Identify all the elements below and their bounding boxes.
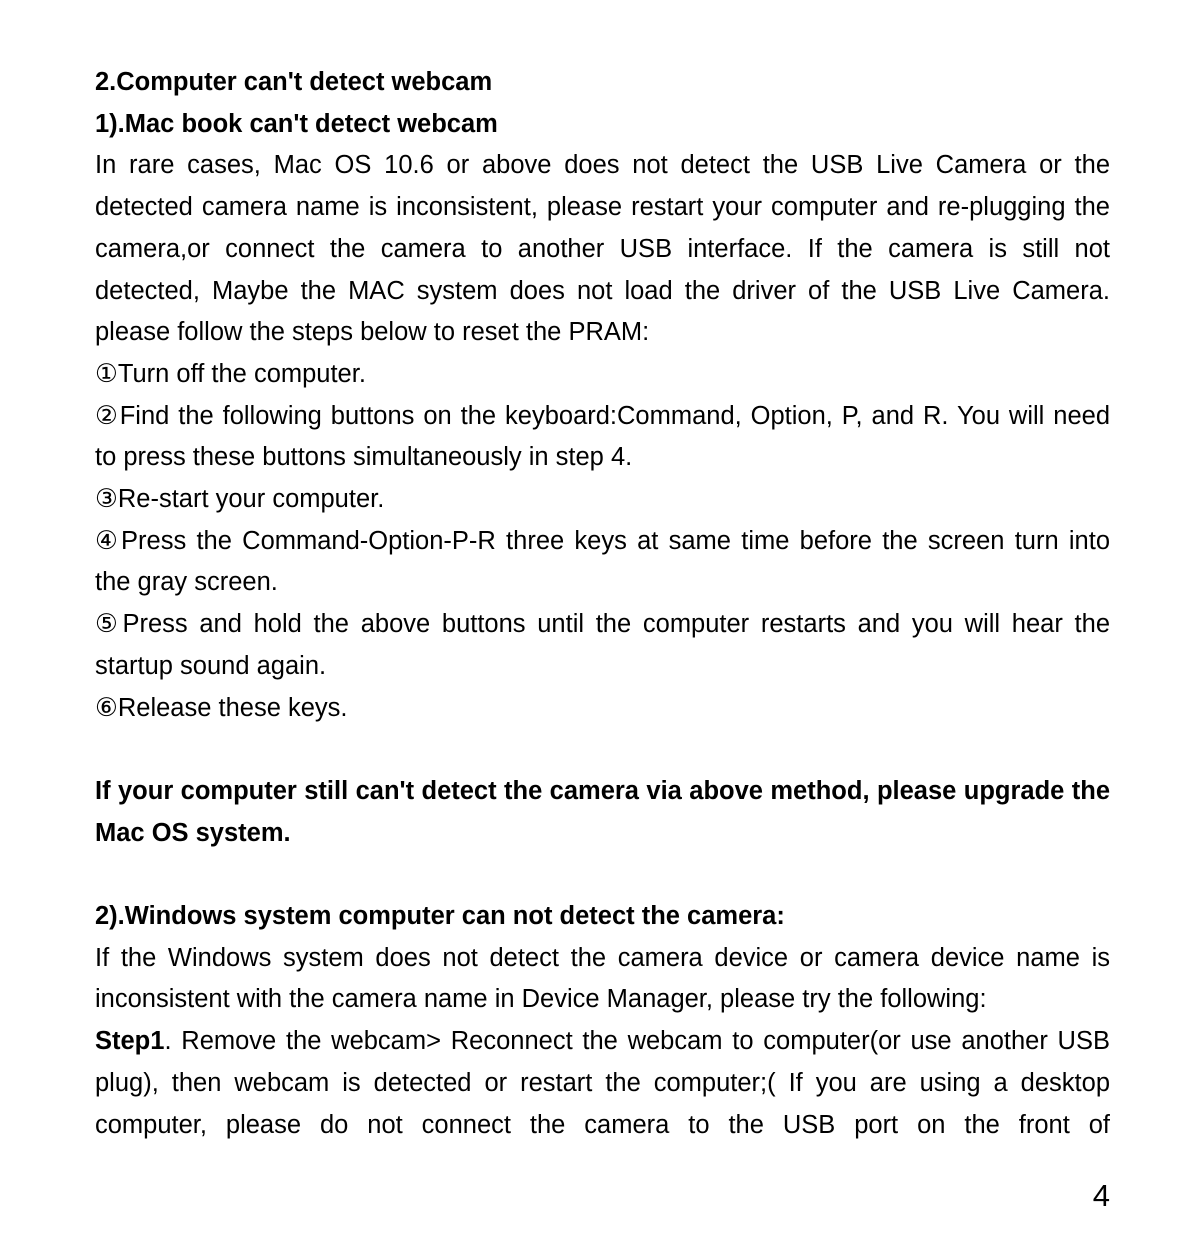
windows-subtitle: 2).Windows system computer can not detect the camera: xyxy=(95,902,785,931)
step1-text: . Remove the webcam> Reconnect the webcam to computer(or use another USB plug), then webcam is detected or restart the computer;( If you are using a desktop computer, please do not connect the camera to the USB port on the front of xyxy=(95,1027,1110,1139)
windows-intro-paragraph: If the Windows system does not detect the camera device or camera device name is inconsistent with the camera name in Device Manager, please try the following: xyxy=(95,943,1110,1014)
mac-step-5: ⑤Press and hold the above buttons until the computer restarts and you will hear the startup sound again. xyxy=(95,610,1110,680)
spacer xyxy=(95,729,1110,771)
mac-intro-paragraph: In rare cases, Mac OS 10.6 or above does not detect the USB Live Camera or the detected camera name is inconsistent, please restart your computer and re-plugging the camera,or connect the camera to another USB interface. If the camera is still not detected, Maybe the MAC system does not load the driver of the USB Live Camera. please follow the steps below to reset the PRAM: xyxy=(95,151,1110,347)
windows-step-1 xyxy=(95,1021,1110,1146)
page-number: 4 xyxy=(1092,1178,1110,1213)
section-title: 2.Computer can't detect webcam xyxy=(95,68,493,96)
mac-step-1: ①Turn off the computer. xyxy=(95,359,366,388)
mac-upgrade-note: If your computer still can't detect the camera via above method, please upgrade the Mac OS system. xyxy=(95,776,1110,847)
step1-label: Step1 xyxy=(95,1027,165,1056)
spacer xyxy=(95,854,1110,896)
mac-step-3: ③Re-start your computer. xyxy=(95,485,385,514)
mac-step-2: ②Find the following buttons on the keyboard:Command, Option, P, and R. You will need to press these buttons simultaneously in step 4. xyxy=(95,401,1110,472)
mac-step-6: ⑥Release these keys. xyxy=(95,693,348,722)
manual-page xyxy=(95,62,1110,1146)
mac-step-4: ④Press the Command-Option-P-R three keys at same time before the screen turn into the gray screen. xyxy=(95,526,1110,597)
mac-subtitle: 1).Mac book can't detect webcam xyxy=(95,109,498,138)
